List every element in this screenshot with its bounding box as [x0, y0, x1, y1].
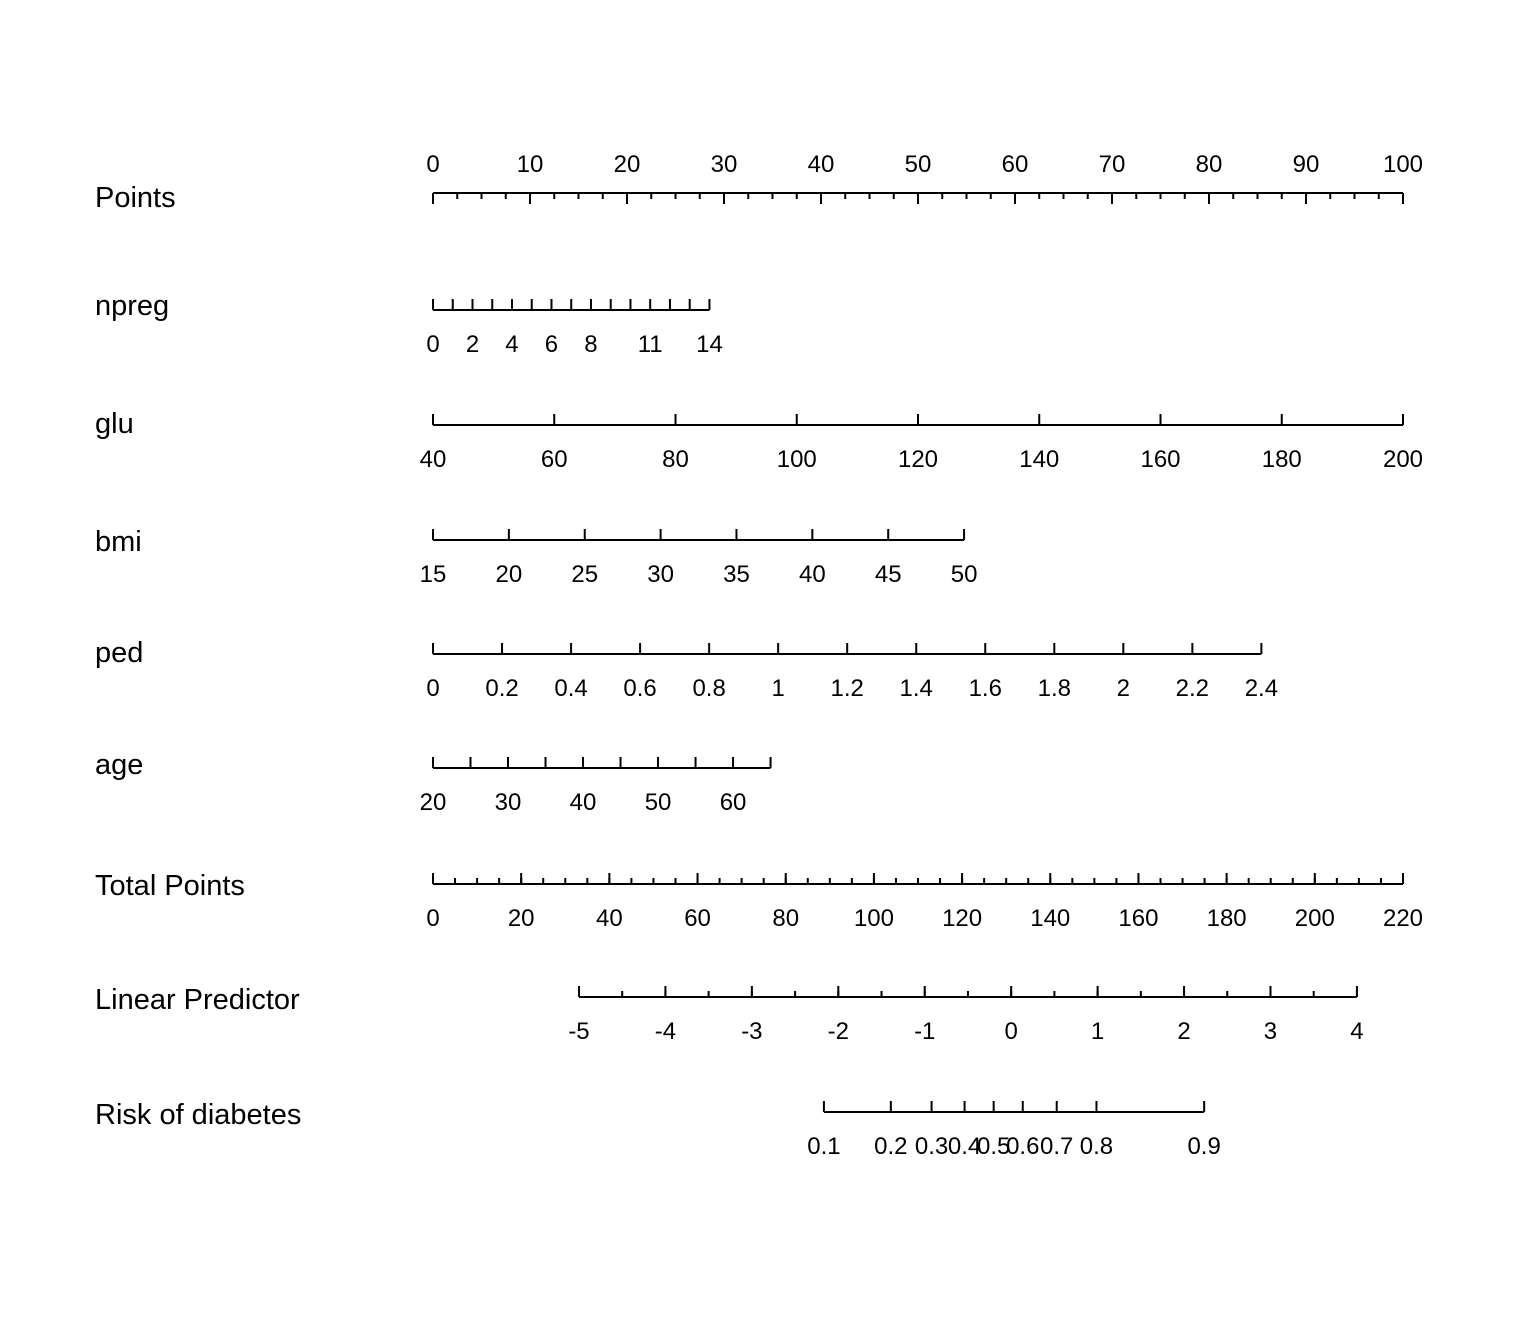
tick-label-risk-of-diabetes: 0.1 [807, 1133, 841, 1160]
tick-label-points: 60 [1001, 151, 1029, 178]
tick-label-points: 70 [1098, 151, 1126, 178]
tick-label-glu: 180 [1261, 446, 1302, 473]
tick-label-glu: 200 [1382, 446, 1424, 473]
tick-label-bmi: 35 [723, 561, 750, 588]
tick-label-total-points: 0 [426, 905, 440, 932]
tick-label-linear-predictor: -5 [568, 1018, 590, 1045]
tick-label-linear-predictor: 0 [1004, 1018, 1018, 1045]
row-label-linear-predictor: Linear Predictor [95, 984, 300, 1016]
tick-label-risk-of-diabetes: 0.5 [976, 1133, 1011, 1160]
tick-label-glu: 60 [540, 446, 568, 473]
tick-label-ped: 2.4 [1244, 675, 1279, 702]
tick-label-ped: 2.2 [1175, 675, 1210, 702]
tick-label-linear-predictor: 1 [1090, 1018, 1105, 1045]
tick-label-age: 40 [569, 789, 597, 816]
row-label-bmi: bmi [95, 526, 142, 558]
tick-label-ped: 0.4 [554, 675, 588, 702]
tick-label-ped: 1 [771, 675, 785, 702]
tick-label-total-points: 100 [853, 905, 894, 932]
tick-label-ped: 1.8 [1037, 675, 1071, 702]
tick-label-points: 50 [904, 151, 932, 178]
tick-label-points: 90 [1292, 151, 1320, 178]
tick-label-npreg: 6 [544, 331, 559, 358]
tick-label-npreg: 0 [426, 331, 440, 358]
tick-label-points: 80 [1195, 151, 1223, 178]
tick-label-age: 50 [644, 789, 672, 816]
tick-label-glu: 100 [776, 446, 817, 473]
tick-label-linear-predictor: 4 [1350, 1018, 1364, 1045]
tick-label-bmi: 40 [798, 561, 826, 588]
tick-label-points: 0 [426, 151, 440, 178]
tick-label-points: 100 [1382, 151, 1424, 178]
tick-label-total-points: 60 [684, 905, 711, 932]
tick-label-bmi: 30 [647, 561, 674, 588]
tick-label-ped: 1.6 [968, 675, 1002, 702]
tick-label-glu: 40 [419, 446, 447, 473]
tick-label-age: 30 [494, 789, 522, 816]
tick-label-total-points: 200 [1294, 905, 1335, 932]
tick-label-total-points: 80 [772, 905, 800, 932]
tick-label-total-points: 220 [1382, 905, 1424, 932]
tick-label-age: 20 [419, 789, 447, 816]
tick-label-total-points: 160 [1118, 905, 1159, 932]
tick-label-bmi: 45 [874, 561, 902, 588]
tick-label-risk-of-diabetes: 0.4 [947, 1133, 982, 1160]
row-label-total-points: Total Points [95, 870, 245, 902]
tick-label-ped: 2 [1116, 675, 1130, 702]
tick-label-linear-predictor: -3 [741, 1018, 763, 1045]
tick-label-points: 30 [710, 151, 738, 178]
row-label-ped: ped [95, 637, 144, 669]
tick-label-npreg: 2 [465, 331, 480, 358]
tick-label-ped: 1.2 [830, 675, 864, 702]
tick-label-risk-of-diabetes: 0.2 [874, 1133, 908, 1160]
tick-label-bmi: 20 [495, 561, 523, 588]
tick-label-ped: 0 [426, 675, 440, 702]
row-label-age: age [95, 749, 144, 781]
tick-label-linear-predictor: 2 [1177, 1018, 1191, 1045]
tick-label-glu: 120 [897, 446, 939, 473]
tick-label-npreg: 14 [696, 331, 723, 358]
tick-label-ped: 0.6 [623, 675, 657, 702]
row-label-points: Points [95, 182, 176, 214]
tick-label-risk-of-diabetes: 0.3 [914, 1133, 949, 1160]
tick-label-bmi: 15 [419, 561, 447, 588]
tick-label-points: 10 [516, 151, 544, 178]
tick-label-npreg: 8 [584, 331, 598, 358]
tick-label-total-points: 120 [942, 905, 983, 932]
tick-label-ped: 1.4 [899, 675, 933, 702]
tick-label-linear-predictor: -1 [914, 1018, 936, 1045]
tick-label-glu: 140 [1019, 446, 1060, 473]
tick-label-risk-of-diabetes: 0.7 [1040, 1133, 1074, 1160]
tick-label-points: 40 [807, 151, 835, 178]
tick-label-age: 60 [719, 789, 747, 816]
tick-label-total-points: 40 [596, 905, 623, 932]
tick-label-npreg: 4 [505, 331, 519, 358]
tick-label-npreg: 11 [637, 331, 663, 358]
tick-label-linear-predictor: -2 [827, 1018, 849, 1045]
row-label-risk-of-diabetes: Risk of diabetes [95, 1099, 302, 1131]
tick-label-points: 20 [613, 151, 641, 178]
tick-label-bmi: 25 [571, 561, 599, 588]
tick-label-risk-of-diabetes: 0.9 [1187, 1133, 1221, 1160]
tick-label-total-points: 180 [1206, 905, 1247, 932]
tick-label-ped: 0.8 [692, 675, 726, 702]
tick-label-linear-predictor: -4 [654, 1018, 677, 1045]
tick-label-ped: 0.2 [485, 675, 519, 702]
tick-label-risk-of-diabetes: 0.6 [1006, 1133, 1040, 1160]
tick-label-bmi: 50 [950, 561, 978, 588]
tick-label-risk-of-diabetes: 0.8 [1079, 1133, 1114, 1160]
row-label-npreg: npreg [95, 290, 170, 322]
tick-label-glu: 160 [1140, 446, 1181, 473]
tick-label-total-points: 20 [507, 905, 535, 932]
row-label-glu: glu [95, 408, 134, 440]
tick-label-glu: 80 [662, 446, 689, 473]
tick-label-total-points: 140 [1030, 905, 1071, 932]
tick-label-linear-predictor: 3 [1263, 1018, 1278, 1045]
